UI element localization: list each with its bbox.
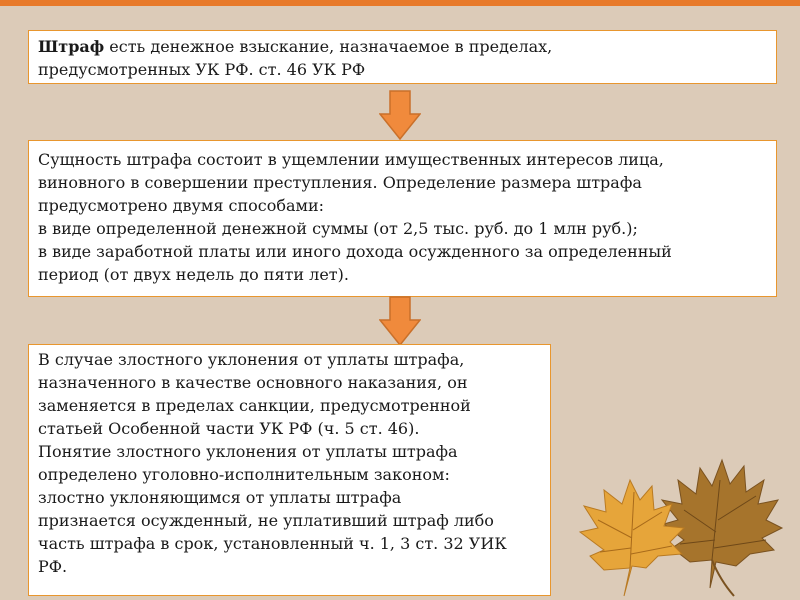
evasion-line: заменяется в пределах санкции, предусмотренной (38, 396, 471, 415)
evasion-line: В случае злостного уклонения от уплаты штрафа, (38, 350, 465, 369)
definition-box (28, 30, 777, 84)
evasion-box (28, 344, 551, 596)
orange-maple-leaf-icon (580, 480, 684, 596)
evasion-line: определено уголовно-исполнительным законом: (38, 465, 450, 484)
evasion-line: злостно уклоняющимся от уплаты штрафа (38, 488, 402, 507)
definition-line-1 (38, 35, 768, 58)
evasion-line: статьей Особенной части УК РФ (ч. 5 ст. 46). (38, 419, 420, 438)
evasion-line: РФ. (38, 557, 68, 576)
evasion-line: Понятие злостного уклонения от уплаты штрафа (38, 442, 458, 461)
essence-line: период (от двух недель до пяти лет). (38, 265, 349, 284)
essence-line: в виде заработной платы или иного дохода осужденного за определенный (38, 242, 672, 261)
autumn-leaves-icon (560, 420, 800, 600)
essence-line: виновного в совершении преступления. Определение размера штрафа (38, 173, 642, 192)
essence-line: Сущность штрафа состоит в ущемлении имущественных интересов лица, (38, 150, 664, 169)
definition-line-2: предусмотренных УК РФ. ст. 46 УК РФ (38, 60, 366, 79)
evasion-line: признается осужденный, не уплативший штраф либо (38, 511, 494, 530)
essence-line: предусмотрено двумя способами: (38, 196, 325, 215)
top-accent-stripe (0, 0, 800, 6)
definition-text: есть денежное взыскание, назначаемое в пределах, (104, 37, 553, 56)
evasion-line: назначенного в качестве основного наказания, он (38, 373, 468, 392)
term-fine: Штраф (38, 37, 105, 56)
brown-maple-leaf-icon (662, 460, 782, 588)
essence-box (28, 140, 777, 297)
down-arrow-icon (379, 296, 421, 346)
evasion-line: часть штрафа в срок, установленный ч. 1, 3 ст. 32 УИК (38, 534, 507, 553)
essence-line: в виде определенной денежной суммы (от 2,5 тыс. руб. до 1 млн руб.); (38, 219, 638, 238)
down-arrow-icon (379, 90, 421, 140)
